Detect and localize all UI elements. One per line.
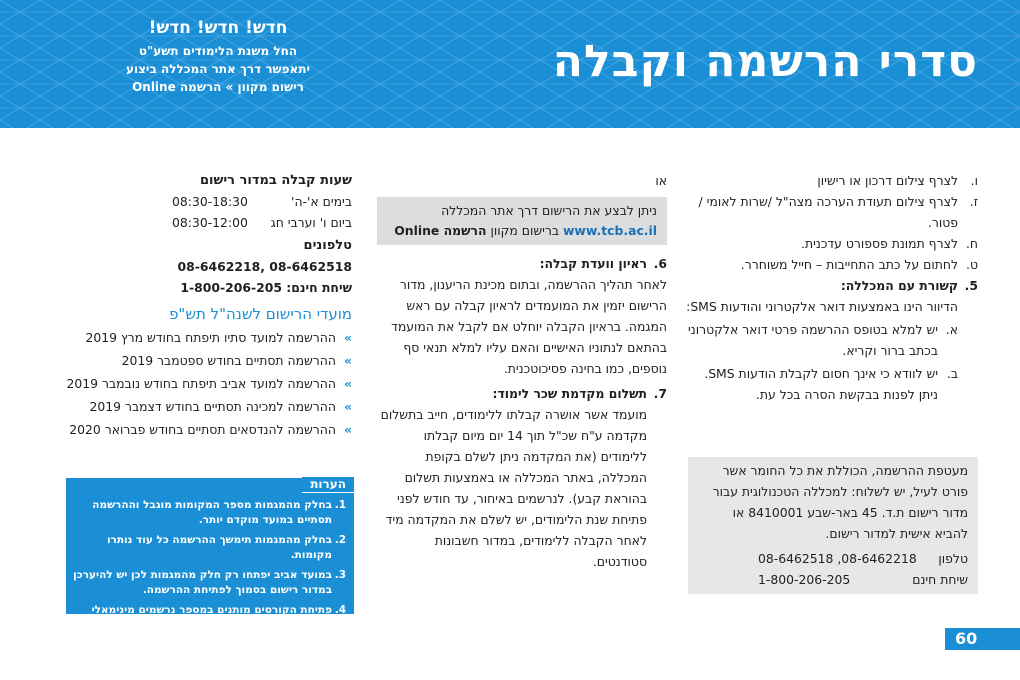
list-item — [683, 170, 978, 191]
list-item — [683, 254, 978, 275]
item-text: לצרף תמונת פספורט עדכנית. — [801, 236, 958, 251]
registration-date-text: ההרשמה למועד אביב תיפתח בחודש נובמבר 2019 — [66, 376, 336, 391]
note-text: במועד אביב יפתחו רק חלק מהמגמות לכן יש להיערכן במדור רישום בסמוך לפתיחת ההרשמה. — [73, 569, 332, 596]
online-bold-text: הרשמה Online — [394, 223, 487, 238]
section-text: לאחר תהליך ההרשמה, ובתום מכינת הריענון, מדור הרישום יזמין את המועמדים לראיון קבלה עם ראש המגמה. בראיון הקבלה יוחלט אם לקבל את המועמד בהתאם לנתוניו האישיים והאם עליו למלא תנאי סף נוספים, כמו בחינה פסיכוטכנית. — [391, 277, 667, 376]
registration-date-text: ההרשמה למכינה תסתיים בחודש דצמבר 2019 — [89, 399, 336, 414]
note-text: בחלק מהמגמות מספר המקומות מוגבל וההרשמה תסתיים במועד מוקדם יותר. — [92, 499, 332, 526]
promo-line: רישום מקוון » הרשמה Online — [132, 80, 304, 94]
online-mid-text: ברישום מקוון — [490, 223, 560, 238]
section-title: ראיון וועדת קבלה: — [539, 256, 647, 271]
section-number: 5. — [964, 278, 978, 293]
sub-text: יש למלא בטופס ההרשמה פרטי דואר אלקטרוני בכתב ברור וקריא. — [688, 322, 938, 358]
registration-date-text: ההרשמה למועד סתיו תיפתח בחודש מרץ 2019 — [85, 330, 336, 345]
notes-title: הערות — [302, 477, 354, 493]
item-marker: ו. — [970, 173, 978, 188]
notes-list — [71, 498, 346, 638]
note-marker: 2. — [334, 534, 346, 546]
item-text: לצרף צילום תעודת הערכה מצה"ל /שרות לאומי / פטור. — [698, 194, 958, 230]
sub-marker: א. — [945, 322, 958, 337]
chevron-icon: » — [343, 399, 352, 414]
hours-days: ביום ו' וערבי חג — [270, 215, 352, 230]
note-marker: 3. — [334, 569, 346, 581]
hours-row — [62, 212, 352, 233]
notes-box — [66, 477, 354, 631]
hours-time: 08:30-12:00 — [172, 215, 248, 230]
registration-date-text: ההרשמה להנדסאים תסתיים בחודש פברואר 2020 — [69, 422, 336, 437]
promo-line: יתאפשר דרך אתר המכללה ביצוע — [125, 62, 311, 76]
phone-value: 08-6462518 ,08-6462218 — [758, 551, 917, 566]
note-item — [71, 568, 346, 598]
section-title: קשורת עם המכללה: — [840, 278, 958, 293]
or-text: או — [655, 173, 667, 188]
chevron-icon: » — [343, 330, 352, 345]
section-number: 7. — [653, 386, 667, 401]
section-intro: הדיוור הינו באמצעות דואר אלקטרוני והודעות SMS: — [686, 299, 958, 314]
note-item — [71, 498, 346, 528]
left-column — [62, 170, 352, 442]
registration-dates-title: מועדי הרישום לשנה"ל תש"פ — [169, 305, 352, 323]
mailing-text: מעטפת ההרשמה, הכוללת את כל החומר אשר פורט לעיל, יש לשלוח: למכללה הטכנולוגית עבור מדור רישום ת.ד. 45 באר-שבע 8410001 או להביא אישית למדור רישום. — [712, 463, 968, 541]
chevron-icon: » — [343, 422, 352, 437]
phone-row — [698, 548, 968, 569]
page-number: 60 — [945, 628, 1020, 650]
note-text: פתיחת הקורסים מותנים במספר נרשמים מינימאלי ע"פ נהלי מה"ט. — [91, 604, 332, 631]
promo-line: החל משנת הלימודים תשע"ט — [138, 44, 298, 58]
item-marker: ז. — [969, 194, 978, 209]
chevron-icon: » — [343, 376, 352, 391]
item-text: לחתום על כתב התחייבות – חייל משוחרר. — [740, 257, 958, 272]
section-heading — [683, 275, 978, 296]
free-call: שיחת חינם: 1-800-206-205 — [180, 280, 352, 295]
hours-days: בימים א'-ה' — [291, 194, 352, 209]
chevron-icon: » — [343, 353, 352, 368]
phones-value: 08-6462518 ,08-6462218 — [177, 259, 352, 274]
item-marker: ח. — [965, 236, 978, 251]
section-heading — [377, 383, 667, 404]
registration-date-item — [62, 396, 352, 417]
list-item — [683, 233, 978, 254]
college-website-link[interactable]: www.tcb.ac.il — [562, 223, 657, 238]
free-call-label: שיחת חינם — [912, 572, 968, 587]
section-title: תשלום מקדמת שכר לימוד: — [492, 386, 647, 401]
right-column — [683, 170, 978, 405]
section-number: 6. — [653, 256, 667, 271]
online-registration-box — [377, 197, 667, 245]
sub-item — [683, 319, 978, 361]
registration-date-item — [62, 373, 352, 394]
item-text: לצרף צילום דרכון או רישיון — [817, 173, 958, 188]
hours-title: שעות קבלה במדור רישום — [199, 173, 352, 188]
registration-date-item — [62, 327, 352, 348]
online-text: ניתן לבצע את הרישום דרך אתר המכללה — [441, 203, 657, 218]
item-marker: ט. — [966, 257, 978, 272]
page-title: סדרי הרשמה וקבלה — [552, 36, 978, 87]
sub-marker: ב. — [946, 366, 958, 381]
registration-date-item — [62, 419, 352, 440]
free-call-value: 1-800-206-205 — [758, 572, 851, 587]
note-item — [71, 603, 346, 633]
hours-row — [62, 191, 352, 212]
free-call-row — [698, 569, 968, 590]
hours-time: 08:30-18:30 — [172, 194, 248, 209]
registration-date-item — [62, 350, 352, 371]
note-marker: 1. — [334, 499, 346, 511]
note-text: בחלק מהמגמות תימשך ההרשמה כל עוד נותרו מקומות. — [106, 534, 332, 561]
list-item — [683, 191, 978, 233]
mailing-info-box — [688, 457, 978, 594]
promo-headline: חדש! חדש! חדש! — [148, 18, 288, 38]
middle-column — [377, 170, 667, 572]
phones-title: טלפונים — [303, 238, 352, 253]
promo-box — [108, 18, 328, 96]
sub-text: יש לוודא כי אינך חסום לקבלת הודעות SMS. ניתן לפנות בבקשת הסרה בכל עת. — [704, 366, 938, 402]
registration-date-text: ההרשמה תסתיים בחודש ספטמבר 2019 — [121, 353, 336, 368]
section-heading — [377, 253, 667, 274]
phone-label: טלפון — [938, 551, 968, 566]
note-marker: 4. — [334, 604, 346, 616]
section-text: מועמד אשר אושרה קבלתו ללימודים, חייב בתשלום מקדמה ע"ח שכ"ל תוך 14 יום מיום קבלתו ללימודים (את המקדמה ניתן לשלם בקופת המכללה, באתר המכללה או באמצעות תשלום בהוראת קבע). לנרשמים באיחור, עד חודש לפני פתיחת שנת הלימודים, יש לשלם את המקדמה מיד לאחר הקבלה ללימודים, במדור חשבונות סטודנטים. — [380, 407, 647, 569]
sub-item — [683, 363, 978, 405]
note-item — [71, 533, 346, 563]
header-banner — [0, 0, 1020, 128]
